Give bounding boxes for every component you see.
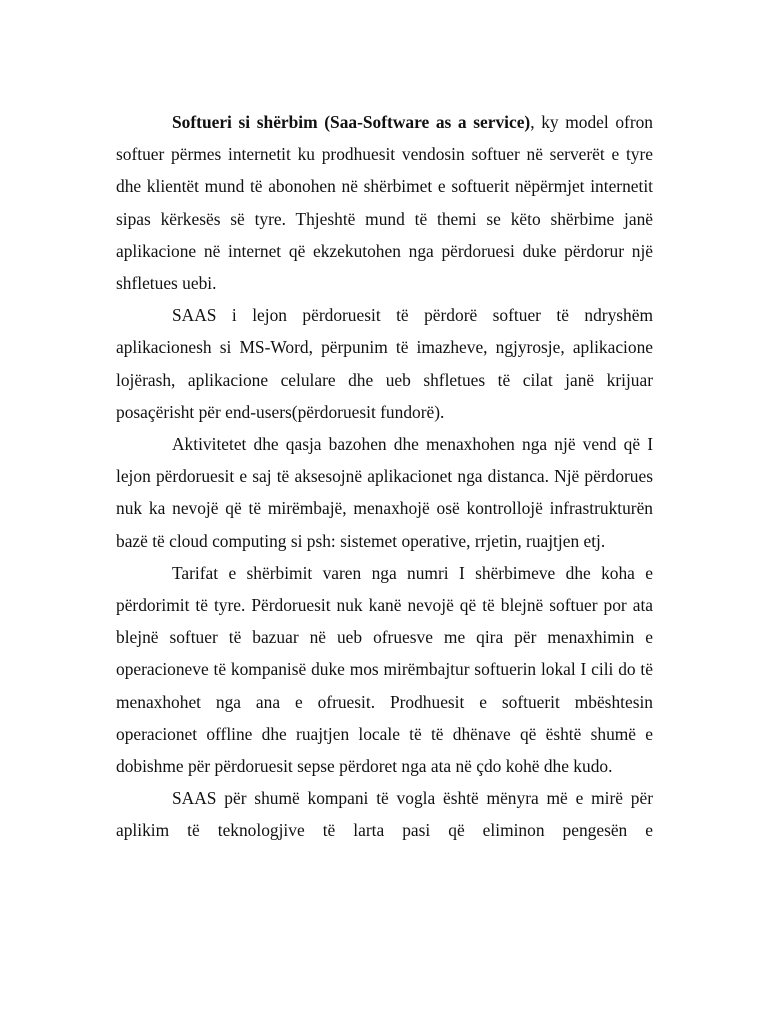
paragraph-lead-bold: Softueri si shërbim (Saa-Software as a service) bbox=[172, 112, 531, 132]
paragraph-saas-pricing bbox=[116, 557, 653, 782]
paragraph-text: Tarifat e shërbimit varen nga numri I shërbimeve dhe koha e përdorimit të tyre. Përdoruesit nuk kanë nevojë që të blejnë softuer por ata blejnë softuer të bazuar në ueb ofruesve me qira për menaxhimin e operacioneve të kompanisë duke mos mirëmbajtur softuerin lokal I cili do të menaxhohet nga ana e ofruesit. Prodhuesit e softuerit mbështesin operacionet offline dhe ruajtjen locale të të dhënave që është shumë e dobishme për përdoruesit sepse përdoret nga ata në çdo kohë dhe kudo. bbox=[116, 562, 653, 777]
paragraph-text: SAAS i lejon përdoruesit të përdorë softuer të ndryshëm aplikacionesh si MS-Word, përpunim të imazheve, ngjyrosje, aplikacione lojërash, aplikacione celulare dhe ueb shfletues të cilat janë krijuar posaçërisht për end-users(përdoruesit fundorë). bbox=[116, 305, 653, 422]
paragraph-saas-definition bbox=[116, 106, 653, 299]
paragraph-text: , ky model ofron softuer përmes internetit ku prodhuesit vendosin softuer në serverët e tyre dhe klientët mund të abonohen në shërbimet e softuerit nëpërmjet internetit sipas kërkesës së tyre. Thjeshtë mund të themi se këto shërbime janë aplikacione në internet që ekzekutohen nga përdoruesi duke përdorur një shfletues uebi. bbox=[116, 112, 653, 294]
paragraph-saas-access bbox=[116, 428, 653, 557]
paragraph-text: Aktivitetet dhe qasja bazohen dhe menaxhohen nga një vend që I lejon përdoruesit e saj të aksesojnë aplikacionet nga distanca. Një përdorues nuk ka nevojë që të mirëmbajë, menaxhojë osë kontrollojë infrastrukturën bazë të cloud computing si psh: sistemet operative, rrjetin, ruajtjen etj. bbox=[116, 434, 653, 551]
paragraph-saas-usage bbox=[116, 299, 653, 428]
document-body bbox=[116, 106, 653, 847]
paragraph-saas-small-companies bbox=[116, 782, 653, 846]
paragraph-text: SAAS për shumë kompani të vogla është mënyra më e mirë për aplikim të teknologjive të larta pasi që eliminon pengesën e bbox=[116, 788, 653, 841]
